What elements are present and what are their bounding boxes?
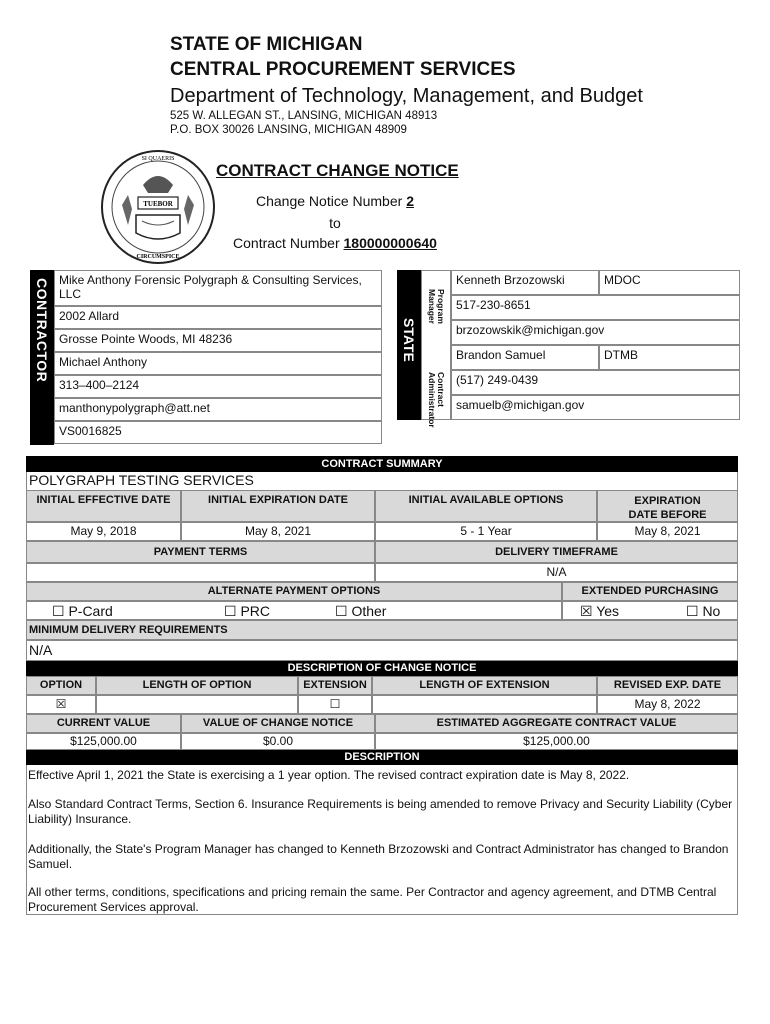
extension-header: EXTENSION [298, 676, 372, 695]
extension-checkbox[interactable]: ☐ [298, 695, 372, 714]
contractor-vendor-id: VS0016825 [54, 421, 382, 444]
initial-expiration-date: May 8, 2021 [181, 522, 375, 541]
delivery-timeframe: N/A [375, 563, 738, 582]
payment-terms [26, 563, 375, 582]
header-department: Department of Technology, Management, and Budget [170, 85, 643, 107]
change-notice-number: 2 [406, 193, 414, 209]
description-paragraph-2: Also Standard Contract Terms, Section 6. Insurance Requirements is being amended to remove Privacy and Security Liability (Cyber Liability) Insurance. [28, 797, 733, 826]
minimum-delivery: N/A [26, 640, 738, 661]
header-address1: 525 W. ALLEGAN ST., LANSING, MICHIGAN 48913 [170, 110, 438, 122]
extended-no-checkbox[interactable]: ☐ No [686, 603, 721, 619]
expiration-date-before: May 8, 2021 [597, 522, 738, 541]
header-line1: STATE OF MICHIGAN [170, 34, 363, 55]
delivery-timeframe-header: DELIVERY TIMEFRAME [375, 541, 738, 563]
contract-number: 180000000640 [343, 235, 437, 251]
program-manager-label: Program Manager [427, 289, 446, 324]
pcard-checkbox[interactable]: ☐ P-Card [52, 603, 113, 619]
aggregate-value-header: ESTIMATED AGGREGATE CONTRACT VALUE [375, 714, 738, 733]
header-line2: CENTRAL PROCUREMENT SERVICES [170, 59, 516, 80]
notice-to: to [329, 215, 341, 231]
contract-administrator-phone: (517) 249-0439 [451, 370, 740, 395]
contract-number-line: Contract Number 180000000640 [233, 235, 437, 251]
contract-administrator-name: Brandon Samuel [451, 345, 599, 370]
other-checkbox[interactable]: ☐ Other [335, 603, 387, 619]
current-value: $125,000.00 [26, 733, 181, 750]
description-bar: DESCRIPTION [26, 750, 738, 765]
change-notice-line: Change Notice Number 2 [256, 193, 414, 209]
initial-expiration-date-header: INITIAL EXPIRATION DATE [181, 490, 375, 522]
revised-exp-date: May 8, 2022 [597, 695, 738, 714]
length-of-extension-header: LENGTH OF EXTENSION [372, 676, 597, 695]
current-value-header: CURRENT VALUE [26, 714, 181, 733]
contract-title: POLYGRAPH TESTING SERVICES [26, 472, 738, 490]
contractor-address2: Grosse Pointe Woods, MI 48236 [54, 329, 382, 352]
revised-exp-date-header: REVISED EXP. DATE [597, 676, 738, 695]
state-band: STATE [397, 270, 421, 420]
extended-purchasing-header: EXTENDED PURCHASING [562, 582, 738, 601]
description-paragraph-1: Effective April 1, 2021 the State is exercising a 1 year option. The revised contract expiration date is May 8, 2022. [28, 768, 630, 782]
contractor-band: CONTRACTOR [30, 270, 54, 445]
header-address2: P.O. BOX 30026 LANSING, MICHIGAN 48909 [170, 124, 407, 136]
program-manager-agency: MDOC [599, 270, 740, 295]
contractor-phone: 313–400–2124 [54, 375, 382, 398]
aggregate-value: $125,000.00 [375, 733, 738, 750]
expiration-date-before-header: EXPIRATION DATE BEFORE [597, 490, 738, 522]
extended-yes-checkbox[interactable]: ☒ Yes [580, 603, 620, 619]
contract-summary-bar: CONTRACT SUMMARY [26, 456, 738, 472]
initial-available-options-header: INITIAL AVAILABLE OPTIONS [375, 490, 597, 522]
svg-text:SI QUAERIS: SI QUAERIS [141, 156, 175, 162]
initial-effective-date: May 9, 2018 [26, 522, 181, 541]
length-of-option-header: LENGTH OF OPTION [96, 676, 298, 695]
length-of-option [96, 695, 298, 714]
contract-administrator-email: samuelb@michigan.gov [451, 395, 740, 420]
contract-administrator-agency: DTMB [599, 345, 740, 370]
minimum-delivery-header: MINIMUM DELIVERY REQUIREMENTS [26, 620, 738, 640]
description-paragraph-4: All other terms, conditions, specifications and pricing remain the same. Per Contractor and agency agreement, and DTMB Central Procurement Services approval. [28, 885, 717, 914]
contractor-address1: 2002 Allard [54, 306, 382, 329]
option-header: OPTION [26, 676, 96, 695]
contractor-contact: Michael Anthony [54, 352, 382, 375]
contractor-email: manthonypolygraph@att.net [54, 398, 382, 421]
svg-text:CIRCUMSPICE: CIRCUMSPICE [136, 254, 180, 260]
svg-text:TUEBOR: TUEBOR [143, 200, 173, 208]
description-paragraph-3: Additionally, the State's Program Manager has changed to Kenneth Brzozowski and Contract Administrator has changed to Brandon Samuel. [28, 842, 729, 871]
notice-title: CONTRACT CHANGE NOTICE [216, 161, 459, 180]
option-checkbox[interactable]: ☒ [26, 695, 96, 714]
initial-available-options: 5 - 1 Year [375, 522, 597, 541]
program-manager-phone: 517-230-8651 [451, 295, 740, 320]
value-of-change-header: VALUE OF CHANGE NOTICE [181, 714, 375, 733]
length-of-extension [372, 695, 597, 714]
initial-effective-date-header: INITIAL EFFECTIVE DATE [26, 490, 181, 522]
prc-checkbox[interactable]: ☐ PRC [224, 603, 270, 619]
payment-terms-header: PAYMENT TERMS [26, 541, 375, 563]
contract-administrator-label: Contract Administrator [427, 372, 446, 428]
contractor-name: Mike Anthony Forensic Polygraph & Consulting Services, LLC [54, 270, 382, 306]
alternate-payment-options-header: ALTERNATE PAYMENT OPTIONS [26, 582, 562, 601]
program-manager-name: Kenneth Brzozowski [451, 270, 599, 295]
change-notice-bar: DESCRIPTION OF CHANGE NOTICE [26, 661, 738, 676]
program-manager-email: brzozowskik@michigan.gov [451, 320, 740, 345]
value-of-change: $0.00 [181, 733, 375, 750]
